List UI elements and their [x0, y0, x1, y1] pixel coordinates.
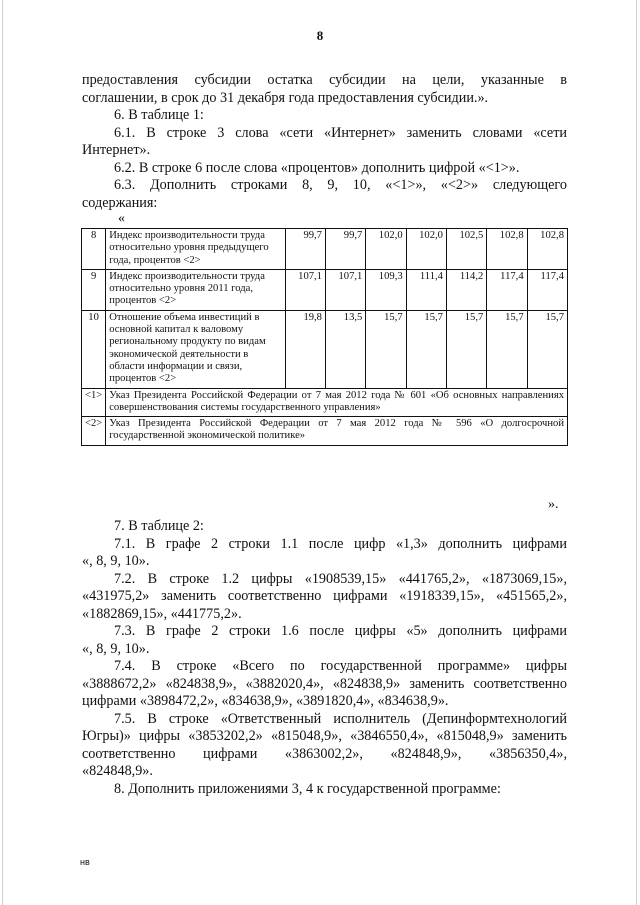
item-7-5-line-3: соответственно цифрами «3863002,2», «824848,9», «3856350,4», [82, 745, 567, 762]
section-6 [82, 107, 567, 212]
value-cell: 19,8 [285, 310, 325, 388]
value-cell: 99,7 [325, 229, 365, 270]
value-cell: 15,7 [527, 310, 567, 388]
item-7-3-line-1: 7.3. В графе 2 строки 1.6 после цифры «5» дополнить цифрами [114, 623, 567, 639]
value-cell: 102,0 [366, 229, 406, 270]
item-6-2: 6.2. В строке 6 после слова «процентов» дополнить цифрой «<1>». [114, 159, 520, 176]
footnote-mark: <1> [82, 388, 106, 417]
item-7-2-line-2: «431975,2» заменить соответственно цифрами «1918339,15», «451565,2», [82, 588, 567, 604]
value-cell: 111,4 [406, 269, 446, 310]
value-cell: 102,8 [527, 229, 567, 270]
indicator-name: Индекс производительности труда относительно уровня 2011 года, процентов <2> [106, 269, 285, 310]
item-7-4-line-3: цифрами «3898472,2», «834638,9», «3891820,4», «834638,9». [82, 693, 449, 709]
item-6-1-line-1: 6.1. В строке 3 слова «сети «Интернет» заменить словами «сети [114, 124, 567, 141]
row-number: 9 [82, 269, 106, 310]
footnote-text: Указ Президента Российской Федерации от 7 мая 2012 года № 601 «Об основных направлениях совершенствования системы государственного управления» [106, 388, 568, 417]
value-cell: 102,5 [446, 229, 486, 270]
intro-paragraph [82, 72, 567, 107]
section-7 [82, 518, 567, 798]
item-6-1-line-2: Интернет». [82, 142, 151, 158]
value-cell: 15,7 [406, 310, 446, 388]
value-cell: 114,2 [446, 269, 486, 310]
item-7-4-line-1: 7.4. В строке «Всего по государственной программе» цифры [114, 658, 567, 674]
item-7-5-line-1: 7.5. В строке «Ответственный исполнитель (Депинформтехнологий [114, 710, 567, 727]
item-7-1-line-1: 7.1. В графе 2 строки 1.1 после цифр «1,3» дополнить цифрами [114, 535, 567, 552]
value-cell: 107,1 [325, 269, 365, 310]
page-number: 8 [316, 28, 324, 43]
item-6-3-line-1: 6.3. Дополнить строками 8, 9, 10, «<1>», «<2>» следующего [114, 177, 567, 193]
value-cell: 117,4 [527, 269, 567, 310]
footer-initials: нв [80, 857, 90, 867]
item-7-4-line-2: «3888672,2» «824838,9», «3882020,4», «824838,9» заменить соответственно [82, 675, 567, 692]
value-cell: 15,7 [446, 310, 486, 388]
value-cell: 15,7 [366, 310, 406, 388]
row-number: 8 [82, 229, 106, 270]
value-cell: 99,7 [285, 229, 325, 270]
table-row [82, 310, 568, 388]
value-cell: 117,4 [487, 269, 527, 310]
amendment-table [81, 228, 568, 446]
item-7-5-line-4: «824848,9». [82, 763, 153, 779]
footnote-mark: <2> [82, 417, 106, 446]
table-row [82, 269, 568, 310]
row-number: 10 [82, 310, 106, 388]
value-cell: 15,7 [487, 310, 527, 388]
value-cell: 109,3 [366, 269, 406, 310]
item-7-5-line-2: Югры)» цифры «3853202,2» «815048,9», «3846550,4», «815048,9» заменить [82, 728, 567, 744]
indicator-name: Индекс производительности труда относительно уровня предыдущего года, процентов <2> [106, 229, 285, 270]
item-7-2-line-3: «1882869,15», «441775,2». [82, 605, 242, 622]
footnote-row [82, 417, 568, 446]
item-8: 8. Дополнить приложениями 3, 4 к государственной программе: [114, 780, 501, 797]
value-cell: 107,1 [285, 269, 325, 310]
item-7-2-line-1: 7.2. В строке 1.2 цифры «1908539,15» «441765,2», «1873069,15», [114, 570, 567, 587]
intro-line-2: соглашении, в срок до 31 декабря года предоставления субсидии.». [82, 89, 489, 106]
footnote-row [82, 388, 568, 417]
item-7-1-line-2: «, 8, 9, 10». [82, 553, 150, 569]
item-6: 6. В таблице 1: [114, 107, 204, 123]
indicator-name: Отношение объема инвестиций в основной капитал к валовому региональному продукту по видам экономической деятельности в области информации и связи, процентов <2> [106, 310, 285, 388]
closing-quote: ». [548, 497, 559, 512]
footnote-text: Указ Президента Российской Федерации от 7 мая 2012 года № 596 «О долгосрочной государственной экономической политике» [106, 417, 568, 446]
value-cell: 102,0 [406, 229, 446, 270]
item-7-3-line-2: «, 8, 9, 10». [82, 640, 150, 657]
opening-quote: « [118, 211, 125, 226]
scan-edge-right [636, 0, 637, 905]
value-cell: 102,8 [487, 229, 527, 270]
item-7: 7. В таблице 2: [114, 518, 204, 534]
scan-edge-left [2, 0, 3, 905]
table-row [82, 229, 568, 270]
intro-line-1: предоставления субсидии остатка субсидии на цели, указанные в [82, 72, 567, 88]
item-6-3-line-2: содержания: [82, 194, 158, 211]
value-cell: 13,5 [325, 310, 365, 388]
